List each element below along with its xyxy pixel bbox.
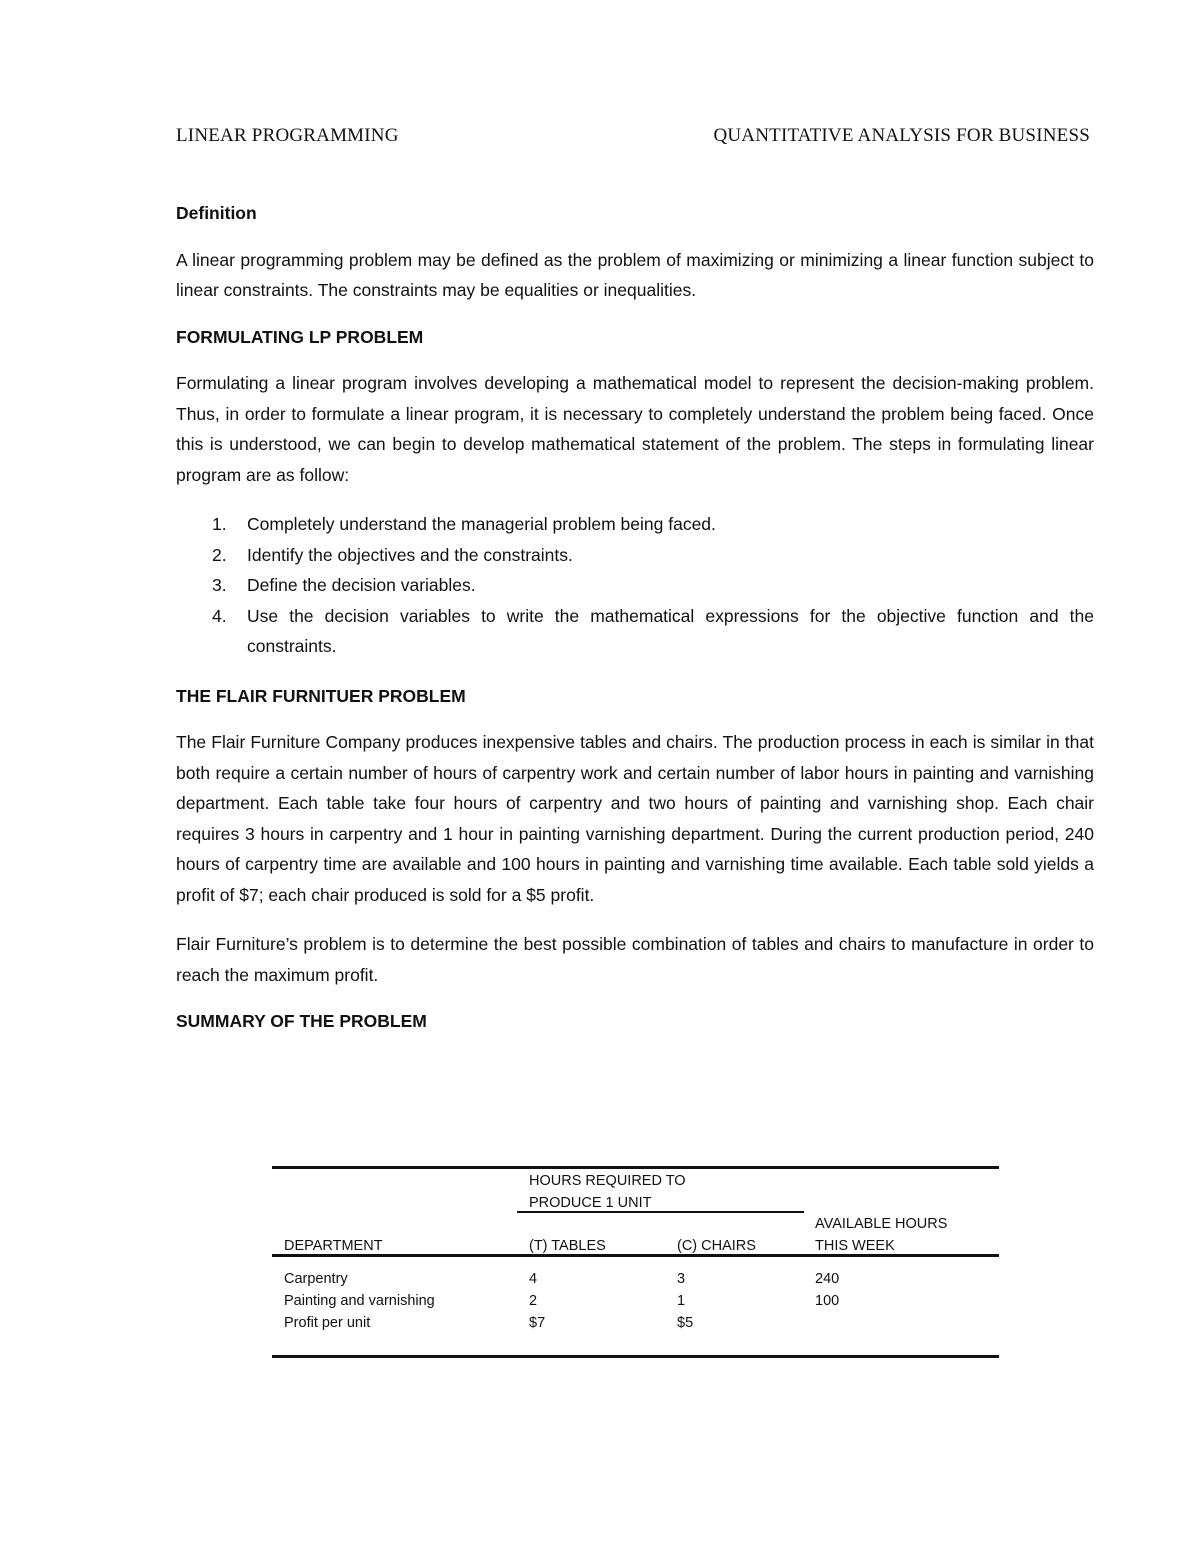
summary-heading: SUMMARY OF THE PROBLEM xyxy=(176,1011,427,1031)
row-available: 240 xyxy=(815,1271,840,1287)
table-top-rule xyxy=(272,1166,999,1169)
list-item xyxy=(176,601,1094,662)
available-header-line-1: AVAILABLE HOURS xyxy=(815,1216,948,1232)
flair-paragraph-1: The Flair Furniture Company produces inexpensive tables and chairs. The production process in each is similar in that both require a certain number of hours of carpentry work and certain number of labor hours in painting and varnishing department. Each table take four hours of carpentry and two hours of painting and varnishing shop. Each chair requires 3 hours in carpentry and 1 hour in painting varnishing department. During the current production period, 240 hours of carpentry time are available and 100 hours in painting and varnishing time available. Each table sold yields a profit of $7; each chair produced is sold for a $5 profit. xyxy=(176,732,1094,905)
header-available-hours xyxy=(815,1214,947,1257)
formulating-text: Formulating a linear program involves developing a mathematical model to represent the decision-making problem. Thus, in order to formulate a linear program, it is necessary to completely understand the problem being faced. Once this is understood, we can begin to develop mathematical statement of the problem. The steps in formulating linear program are as follow: xyxy=(176,373,1094,485)
group-header-line-1: HOURS REQUIRED TO xyxy=(529,1173,686,1189)
step-number: 3. xyxy=(212,575,227,595)
flair-heading: THE FLAIR FURNITUER PROBLEM xyxy=(176,685,466,706)
step-number: 1. xyxy=(212,514,227,534)
header-left-title: LINEAR PROGRAMMING xyxy=(176,125,399,146)
row-chairs: $5 xyxy=(677,1315,694,1331)
row-chairs: 3 xyxy=(677,1271,686,1287)
row-tables: 4 xyxy=(529,1271,538,1287)
list-item xyxy=(176,540,1094,571)
group-header-line-2: PRODUCE 1 UNIT xyxy=(529,1194,652,1211)
group-header-rule xyxy=(517,1211,804,1213)
page-header xyxy=(176,125,1090,147)
list-item xyxy=(176,570,1094,601)
row-department: Profit per unit xyxy=(284,1315,371,1331)
definition-text: A linear programming problem may be defined as the problem of maximizing or minimizing a linear function subject to linear constraints. The constraints may be equalities or inequalities. xyxy=(176,249,1094,300)
step-text: Define the decision variables. xyxy=(247,575,476,595)
row-department: Carpentry xyxy=(284,1271,348,1287)
row-tables: 2 xyxy=(529,1293,538,1309)
list-item xyxy=(176,509,1094,540)
table-row xyxy=(284,1291,984,1313)
table-header-rule xyxy=(272,1254,999,1257)
available-header-line-2: THIS WEEK xyxy=(815,1237,895,1254)
summary-table xyxy=(272,1166,999,1358)
step-number: 2. xyxy=(212,544,227,565)
flair-paragraph-2: Flair Furniture’s problem is to determine the best possible combination of tables and chairs to manufacture in order to reach the maximum profit. xyxy=(176,934,1094,985)
steps-list xyxy=(176,509,1094,662)
row-tables: $7 xyxy=(529,1315,546,1331)
formulating-heading: FORMULATING LP PROBLEM xyxy=(176,326,424,347)
header-chairs: (C) CHAIRS xyxy=(677,1238,756,1254)
row-chairs: 1 xyxy=(677,1293,686,1309)
row-department: Painting and varnishing xyxy=(284,1293,435,1309)
step-text: Use the decision variables to write the mathematical expressions for the objective function and the constraints. xyxy=(247,605,1094,656)
step-text: Identify the objectives and the constraints. xyxy=(247,544,573,565)
definition-heading: Definition xyxy=(176,203,257,223)
table-row xyxy=(284,1269,984,1291)
header-tables: (T) TABLES xyxy=(529,1238,606,1254)
table-row xyxy=(284,1313,984,1335)
table-bottom-rule xyxy=(272,1355,999,1358)
group-header-hours-required xyxy=(529,1171,686,1214)
step-text: Completely understand the managerial problem being faced. xyxy=(247,514,716,534)
row-available: 100 xyxy=(815,1293,840,1309)
header-right-title: QUANTITATIVE ANALYSIS FOR BUSINESS xyxy=(713,125,1090,146)
document-body xyxy=(176,198,1094,1037)
step-number: 4. xyxy=(212,605,227,626)
header-department: DEPARTMENT xyxy=(284,1238,383,1254)
